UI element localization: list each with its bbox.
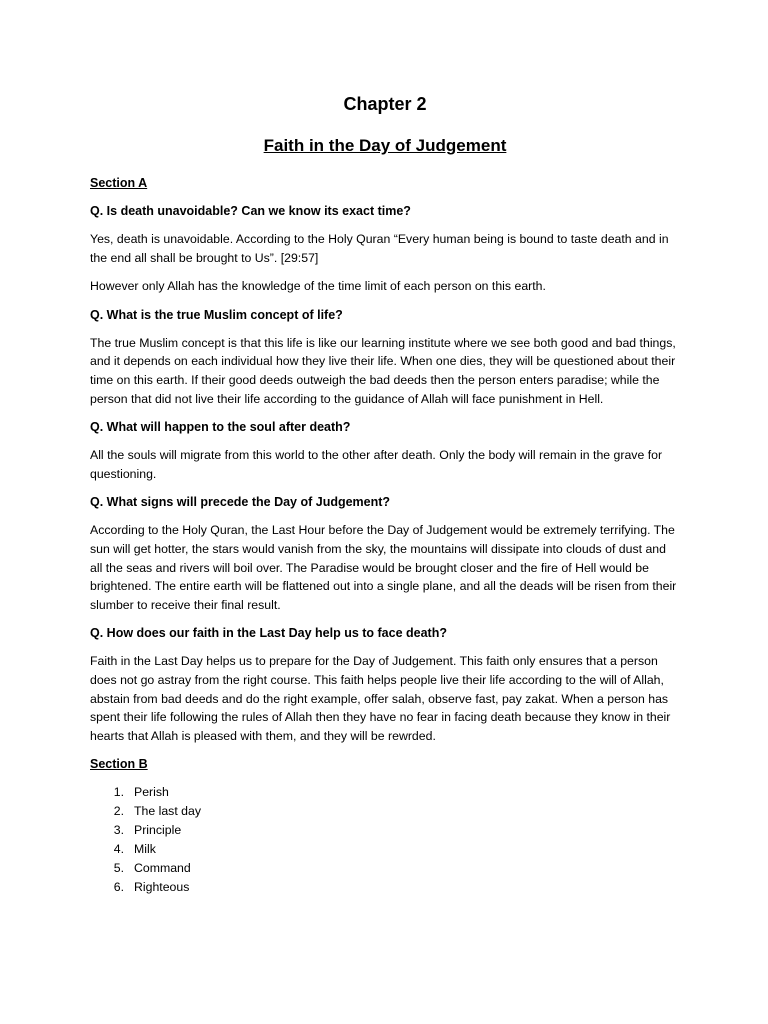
list-text: Righteous: [134, 880, 190, 895]
answer-paragraph: However only Allah has the knowledge of the time limit of each person on this earth.: [90, 279, 546, 294]
list-item: [90, 783, 680, 802]
question: Q. What will happen to the soul after death?: [90, 420, 351, 435]
answer-paragraph: Yes, death is unavoidable. According to the Holy Quran “Every human being is bound to taste death and in the end all shall be brought to Us”. [29:57]: [90, 232, 669, 265]
answer-paragraph: Faith in the Last Day helps us to prepare for the Day of Judgement. This faith only ensures that a person does not go astray from the right course. This faith helps people live their life according to the will of Allah, abstain from bad deeds and do the right example, offer salah, observe fast, pay zakat. When a person has spent their life following the rules of Allah then they have no fear in facing death because they know in their hearts that Allah is pleased with them, and they will be rewrded.: [90, 654, 671, 743]
question: Q. How does our faith in the Last Day help us to face death?: [90, 626, 447, 641]
list-item: [90, 840, 680, 859]
chapter-title: Chapter 2: [343, 94, 427, 114]
list-number: 3.: [113, 823, 124, 838]
list-number: 5.: [113, 861, 124, 876]
list-item: [90, 821, 680, 840]
question: Q. Is death unavoidable? Can we know its exact time?: [90, 204, 411, 218]
document-page: [90, 92, 680, 897]
question: Q. What is the true Muslim concept of life?: [90, 307, 343, 322]
list-number: 4.: [113, 842, 124, 857]
list-text: Command: [134, 861, 191, 876]
page-title: Faith in the Day of Judgement: [263, 136, 507, 155]
answer-paragraph: The true Muslim concept is that this life is like our learning institute where we see both good and bad things, and it depends on each individual how they live their life. When one dies, they will be questioned about their time on this earth. If their good deeds outweigh the bad deeds then the person enters paradise; while the person that did not live their life according to the guidance of Allah will face punishment in Hell.: [90, 335, 676, 406]
list-number: 6.: [113, 880, 124, 895]
section-a-heading: Section A: [90, 176, 148, 190]
list-number: 1.: [113, 785, 124, 800]
list-text: Perish: [134, 785, 169, 800]
answer-paragraph: All the souls will migrate from this world to the other after death. Only the body will remain in the grave for questioning.: [90, 448, 663, 481]
list-text: Milk: [134, 842, 156, 857]
question: Q. What signs will precede the Day of Judgement?: [90, 495, 391, 510]
list-number: 2.: [113, 804, 124, 819]
list-text: The last day: [134, 804, 201, 819]
list-item: [90, 802, 680, 821]
answer-list: [90, 783, 680, 897]
list-text: Principle: [134, 823, 182, 838]
list-item: [90, 878, 680, 897]
list-item: [90, 859, 680, 878]
answer-paragraph: According to the Holy Quran, the Last Hour before the Day of Judgement would be extremely terrifying. The sun will get hotter, the stars would vanish from the sky, the mountains will dissipate into clouds of dust and all the seas and rivers will boil over. The Paradise would be brought closer and the fire of Hell would be brightened. The entire earth will be flattened out into a single plane, and all the deads will be risen from their slumber to receive their final result.: [90, 523, 677, 612]
section-b-heading: Section B: [90, 757, 148, 772]
